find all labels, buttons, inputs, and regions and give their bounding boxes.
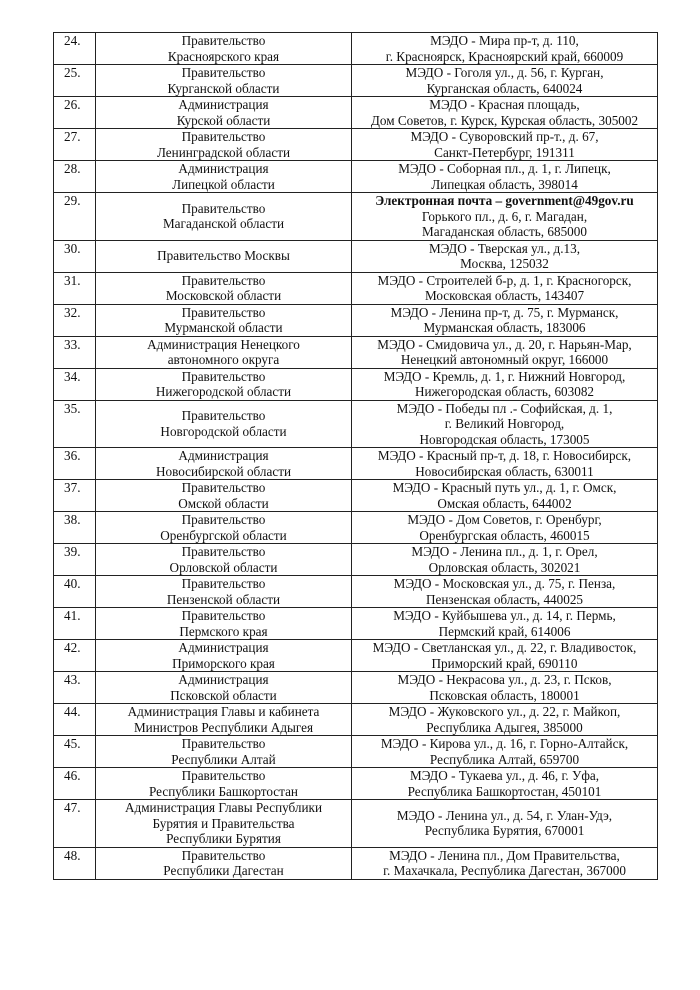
row-number: 46. [54,768,96,800]
table-row [54,576,658,608]
row-number: 48. [54,847,96,879]
organization-name: Правительство Омской области [96,480,352,512]
table-row [54,704,658,736]
row-number: 30. [54,240,96,272]
organization-name: Правительство Красноярского края [96,33,352,65]
table-row [54,768,658,800]
row-number: 42. [54,640,96,672]
organization-name: Правительство Республики Башкортостан [96,768,352,800]
address-cell: МЭДО - Ленина пр-т, д. 75, г. Мурманск, Мурманская область, 183006 [352,304,658,336]
address-cell: МЭДО - Ленина пл., Дом Правительства, г. Махачкала, Республика Дагестан, 367000 [352,847,658,879]
address-cell: МЭДО - Тукаева ул., д. 46, г. Уфа, Республика Башкортостан, 450101 [352,768,658,800]
organization-name: Администрация Новосибирской области [96,448,352,480]
address-cell: МЭДО - Светланская ул., д. 22, г. Владивосток, Приморский край, 690110 [352,640,658,672]
row-number: 36. [54,448,96,480]
organization-name: Администрация Псковской области [96,672,352,704]
organization-name: Администрация Липецкой области [96,161,352,193]
table-row [54,448,658,480]
address-cell: МЭДО - Куйбышева ул., д. 14, г. Пермь, Пермский край, 614006 [352,608,658,640]
table-row [54,512,658,544]
address-cell: МЭДО - Жуковского ул., д. 22, г. Майкоп, Республика Адыгея, 385000 [352,704,658,736]
row-number: 28. [54,161,96,193]
table-row [54,97,658,129]
table-row [54,240,658,272]
row-number: 25. [54,65,96,97]
organization-name: Правительство Ленинградской области [96,129,352,161]
address-cell: МЭДО - Ленина ул., д. 54, г. Улан-Удэ, Республика Бурятия, 670001 [352,800,658,848]
row-number: 31. [54,272,96,304]
organization-name: Правительство Нижегородской области [96,368,352,400]
table-row [54,129,658,161]
table-row [54,672,658,704]
row-number: 39. [54,544,96,576]
row-number: 29. [54,193,96,241]
address-cell: МЭДО - Некрасова ул., д. 23, г. Псков, Псковская область, 180001 [352,672,658,704]
address-cell: МЭДО - Соборная пл., д. 1, г. Липецк, Липецкая область, 398014 [352,161,658,193]
row-number: 45. [54,736,96,768]
organization-name: Администрация Ненецкого автономного округа [96,336,352,368]
organization-name: Правительство Орловской области [96,544,352,576]
table-row [54,608,658,640]
table-row [54,65,658,97]
row-number: 40. [54,576,96,608]
organization-name: Правительство Магаданской области [96,193,352,241]
organization-name: Правительство Новгородской области [96,400,352,448]
table-row [54,640,658,672]
address-cell: МЭДО - Мира пр-т, д. 110, г. Красноярск, Красноярский край, 660009 [352,33,658,65]
table-row [54,336,658,368]
row-number: 44. [54,704,96,736]
address-cell: МЭДО - Смидовича ул., д. 20, г. Нарьян-Мар, Ненецкий автономный округ, 166000 [352,336,658,368]
row-number: 38. [54,512,96,544]
organization-name: Администрация Главы и кабинета Министров Республики Адыгея [96,704,352,736]
regions-table [53,32,658,880]
organization-name: Правительство Республики Алтай [96,736,352,768]
organization-name: Администрация Главы Республики Бурятия и Правительства Республики Бурятия [96,800,352,848]
address-cell: МЭДО - Победы пл .- Софийская, д. 1, г. Великий Новгород, Новгородская область, 173005 [352,400,658,448]
address-cell: МЭДО - Строителей б-р, д. 1, г. Красногорск, Московская область, 143407 [352,272,658,304]
row-number: 32. [54,304,96,336]
organization-name: Администрация Приморского края [96,640,352,672]
address-cell: МЭДО - Красная площадь, Дом Советов, г. Курск, Курская область, 305002 [352,97,658,129]
row-number: 47. [54,800,96,848]
table-row [54,193,658,241]
table-row [54,736,658,768]
address-cell: МЭДО - Московская ул., д. 75, г. Пенза, Пензенская область, 440025 [352,576,658,608]
organization-name: Администрация Курской области [96,97,352,129]
row-number: 43. [54,672,96,704]
address-cell: МЭДО - Суворовский пр-т., д. 67, Санкт-Петербург, 191311 [352,129,658,161]
table-row [54,480,658,512]
table-row [54,161,658,193]
organization-name: Правительство Республики Дагестан [96,847,352,879]
row-number: 37. [54,480,96,512]
organization-name: Правительство Оренбургской области [96,512,352,544]
address-cell: МЭДО - Тверская ул., д.13, Москва, 125032 [352,240,658,272]
address-cell: МЭДО - Кирова ул., д. 16, г. Горно-Алтайск, Республика Алтай, 659700 [352,736,658,768]
postal-address: Горького пл., д. 6, г. Магадан, Магаданская область, 685000 [421,208,588,239]
table-row [54,847,658,879]
table-row [54,800,658,848]
row-number: 26. [54,97,96,129]
table-row [54,368,658,400]
organization-name: Правительство Курганской области [96,65,352,97]
address-cell [352,193,658,241]
organization-name: Правительство Московской области [96,272,352,304]
organization-name: Правительство Мурманской области [96,304,352,336]
row-number: 41. [54,608,96,640]
address-cell: МЭДО - Красный путь ул., д. 1, г. Омск, Омская область, 644002 [352,480,658,512]
row-number: 24. [54,33,96,65]
organization-name: Правительство Пензенской области [96,576,352,608]
address-cell: МЭДО - Кремль, д. 1, г. Нижний Новгород, Нижегородская область, 603082 [352,368,658,400]
row-number: 35. [54,400,96,448]
email-address: Электронная почта – government@49gov.ru [375,193,634,208]
row-number: 27. [54,129,96,161]
organization-name: Правительство Москвы [96,240,352,272]
organization-name: Правительство Пермского края [96,608,352,640]
address-cell: МЭДО - Красный пр-т, д. 18, г. Новосибирск, Новосибирская область, 630011 [352,448,658,480]
address-cell: МЭДО - Гоголя ул., д. 56, г. Курган, Курганская область, 640024 [352,65,658,97]
address-cell: МЭДО - Ленина пл., д. 1, г. Орел, Орловская область, 302021 [352,544,658,576]
table-row [54,544,658,576]
row-number: 33. [54,336,96,368]
table-row [54,304,658,336]
table-row [54,272,658,304]
address-cell: МЭДО - Дом Советов, г. Оренбург, Оренбургская область, 460015 [352,512,658,544]
table-row [54,33,658,65]
table-row [54,400,658,448]
row-number: 34. [54,368,96,400]
